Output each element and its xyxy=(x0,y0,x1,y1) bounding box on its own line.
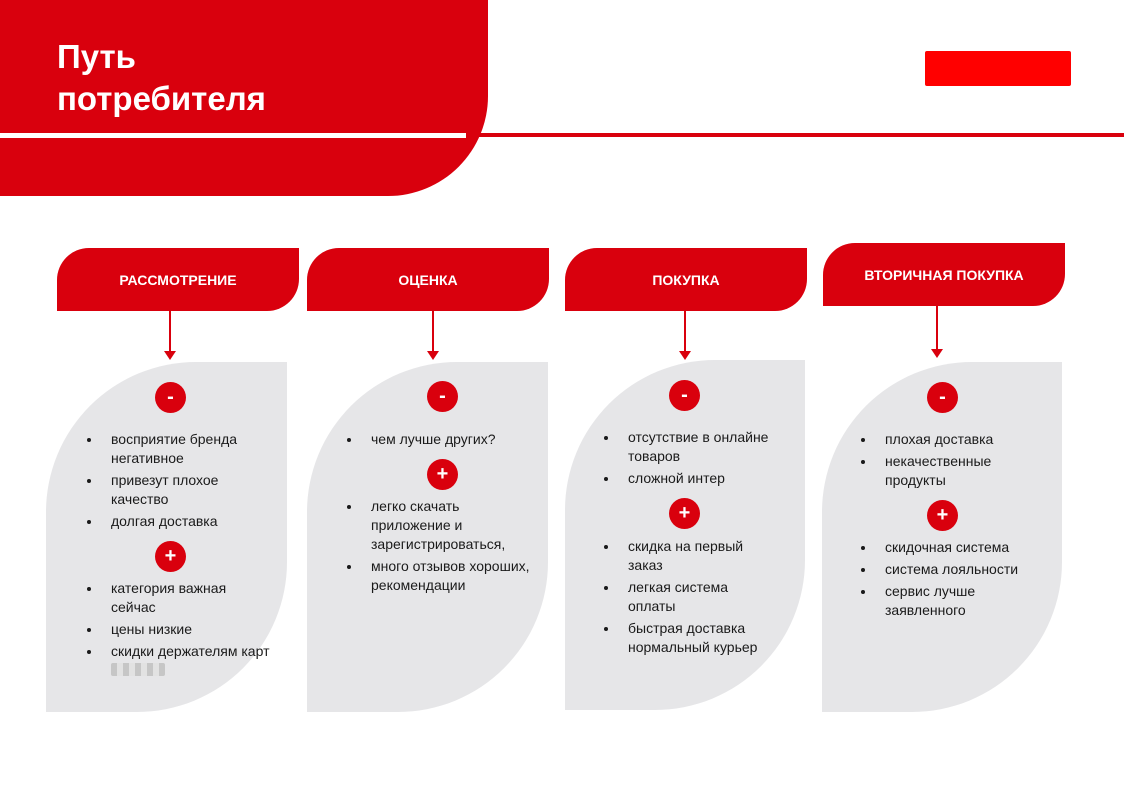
minus-icon: - xyxy=(427,381,458,412)
page-title-line-1: Путь xyxy=(57,38,136,75)
stage-connector-2 xyxy=(432,311,434,353)
stage-card-repeat-purchase xyxy=(822,362,1062,712)
arrow-down-icon xyxy=(679,351,691,360)
stage-label-repeat-purchase: ВТОРИЧНАЯ ПОКУПКА xyxy=(823,243,1065,306)
list-item: отсутствие в онлайне товаров xyxy=(604,428,794,466)
page-title xyxy=(57,36,266,120)
list-item: привезут плохое качество xyxy=(87,471,265,509)
list-item: система лояльности xyxy=(861,560,1036,579)
minus-list xyxy=(347,430,532,452)
stage-connector-3 xyxy=(684,311,686,353)
redacted-text-blur xyxy=(111,663,165,676)
stage-card-purchase xyxy=(565,360,805,710)
stage-label-consideration: РАССМОТРЕНИЕ xyxy=(57,248,299,311)
minus-icon: - xyxy=(669,380,700,411)
list-item: легко скачать приложение и зарегистрироваться, xyxy=(347,497,537,554)
minus-list xyxy=(861,430,1036,493)
plus-list xyxy=(87,579,272,683)
minus-icon: - xyxy=(155,382,186,413)
arrow-down-icon xyxy=(931,349,943,358)
stage-card-consideration xyxy=(46,362,287,712)
list-item: восприятие бренда негативное xyxy=(87,430,265,468)
arrow-down-icon xyxy=(427,351,439,360)
plus-list xyxy=(861,538,1036,623)
list-item-text: скидки держателям карт xyxy=(111,643,270,659)
plus-icon: + xyxy=(669,498,700,529)
minus-list xyxy=(87,430,265,534)
stage-connector-1 xyxy=(169,311,171,353)
list-item: чем лучше других? xyxy=(347,430,532,449)
header-divider-line xyxy=(466,133,1124,137)
plus-list xyxy=(347,497,537,598)
minus-list xyxy=(604,428,794,491)
list-item: легкая система оплаты xyxy=(604,578,779,616)
list-item: сложной интер xyxy=(604,469,794,488)
plus-icon: + xyxy=(155,541,186,572)
plus-list xyxy=(604,537,779,660)
list-item: долгая доставка xyxy=(87,512,265,531)
logo-placeholder xyxy=(925,51,1071,86)
header-divider-gap xyxy=(0,133,466,138)
list-item: сервис лучше заявленного xyxy=(861,582,1036,620)
arrow-down-icon xyxy=(164,351,176,360)
list-item: некачественные продукты xyxy=(861,452,1036,490)
list-item: много отзывов хороших, рекомендации xyxy=(347,557,537,595)
list-item: цены низкие xyxy=(87,620,272,639)
list-item: категория важная сейчас xyxy=(87,579,272,617)
plus-icon: + xyxy=(427,459,458,490)
list-item: скидка на первый заказ xyxy=(604,537,779,575)
stage-label-purchase: ПОКУПКА xyxy=(565,248,807,311)
minus-icon: - xyxy=(927,382,958,413)
stage-label-evaluation: ОЦЕНКА xyxy=(307,248,549,311)
page-title-line-2: потребителя xyxy=(57,80,266,117)
list-item: быстрая доставка нормальный курьер xyxy=(604,619,779,657)
plus-icon: + xyxy=(927,500,958,531)
list-item xyxy=(87,642,272,680)
list-item: плохая доставка xyxy=(861,430,1036,449)
stage-card-evaluation xyxy=(307,362,548,712)
stage-connector-4 xyxy=(936,306,938,351)
list-item: скидочная система xyxy=(861,538,1036,557)
